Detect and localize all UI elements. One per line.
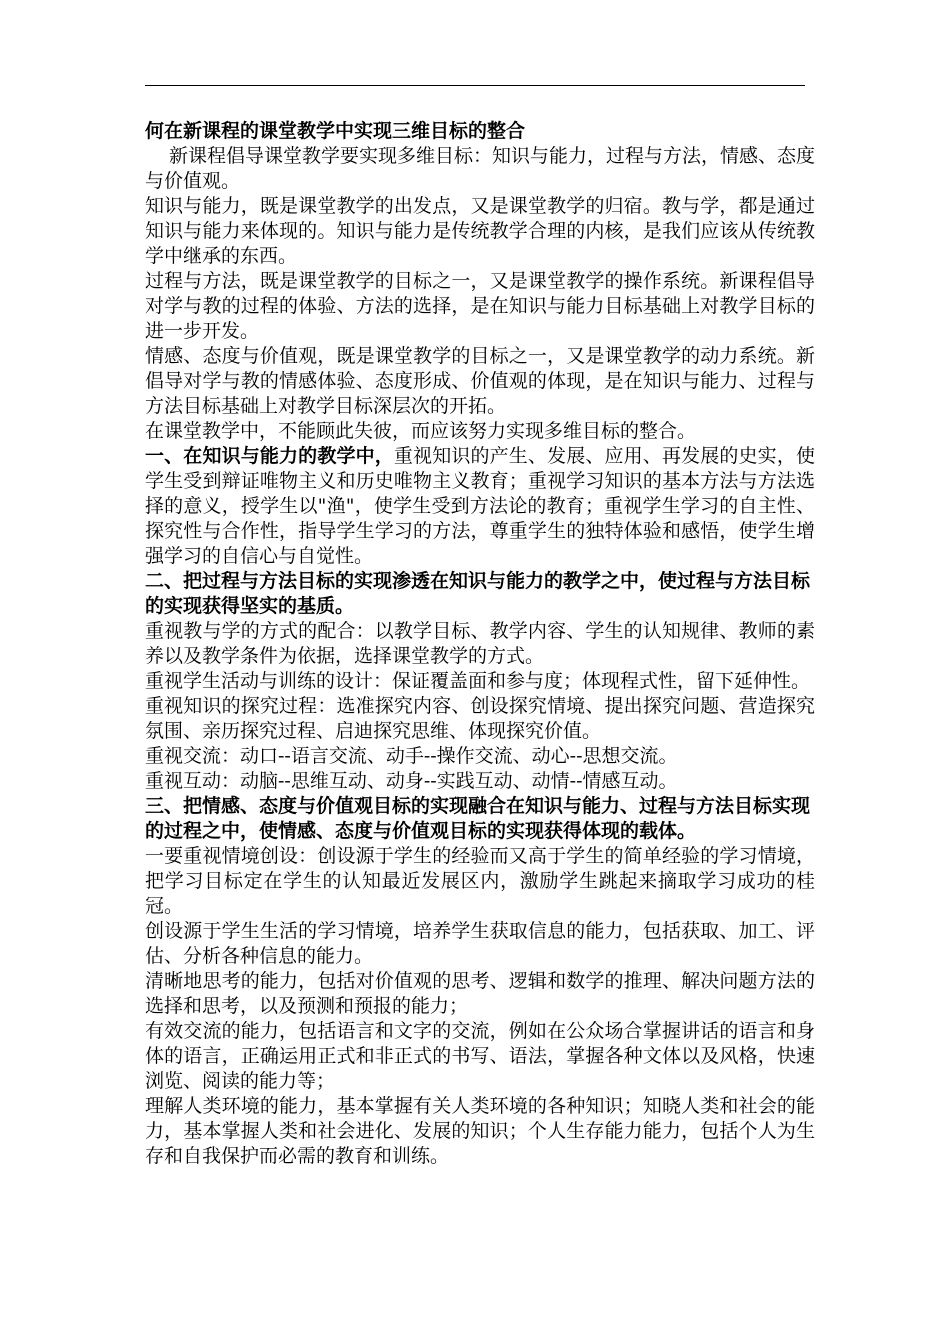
document-body [145, 118, 815, 1169]
paragraph-integration: 在课堂教学中，不能顾此失彼，而应该努力实现多维目标的整合。 [145, 420, 697, 442]
paragraph-process-method: 过程与方法，既是课堂教学的目标之一，又是课堂教学的操作系统。新课程倡导对学与教的过程的体验、方法的选择，是在知识与能力目标基础上对教学目标的进一步开发。 [145, 270, 815, 342]
section-2-paragraph-3: 重视知识的探究过程：选准探究内容、创设探究情境、提出探究问题、营造探究氛围、亲历探究过程、启迪探究思维、体现探究价值。 [145, 695, 815, 742]
paragraph-knowledge-ability: 知识与能力，既是课堂教学的出发点，又是课堂教学的归宿。教与学，都是通过知识与能力来体现的。知识与能力是传统教学合理的内核，是我们应该从传统教学中继承的东西。 [145, 195, 815, 267]
paragraph-emotion-attitude: 情感、态度与价值观，既是课堂教学的目标之一，又是课堂教学的动力系统。新倡导对学与教的情感体验、态度形成、价值观的体现，是在知识与能力、过程与方法目标基础上对教学目标深层次的开拓。 [145, 345, 815, 417]
section-3-paragraph-1: 一要重视情境创设：创设源于学生的经验而又高于学生的简单经验的学习情境，把学习目标定在学生的认知最近发展区内，激励学生跳起来摘取学习成功的桂冠。 [145, 845, 815, 917]
section-3-paragraph-2: 创设源于学生生活的学习情境，培养学生获取信息的能力，包括获取、加工、评估、分析各种信息的能力。 [145, 920, 815, 967]
section-2-paragraph-2: 重视学生活动与训练的设计：保证覆盖面和参与度；体现程式性，留下延伸性。 [145, 670, 811, 692]
section-1-paragraph [145, 444, 815, 569]
section-1-heading: 一、在知识与能力的教学中， [145, 445, 394, 467]
document-title: 何在新课程的课堂教学中实现三维目标的整合 [145, 120, 526, 142]
section-3-paragraph-4: 有效交流的能力，包括语言和文字的交流，例如在公众场合掌握讲话的语言和身体的语言，正确运用正式和非正式的书写、语法，掌握各种文体以及风格，快速浏览、阅读的能力等； [145, 1020, 815, 1092]
header-rule [145, 85, 805, 86]
section-2-paragraph-4: 重视交流：动口--语言交流、动手--操作交流、动心--思想交流。 [145, 745, 678, 767]
section-2-heading: 二、把过程与方法目标的实现渗透在知识与能力的教学之中，使过程与方法目标的实现获得坚实的基质。 [145, 570, 811, 617]
section-3-paragraph-5: 理解人类环境的能力，基本掌握有关人类环境的各种知识；知晓人类和社会的能力，基本掌握人类和社会进化、发展的知识；个人生存能力能力，包括个人为生存和自我保护而必需的教育和训练。 [145, 1095, 815, 1167]
section-2-paragraph-5: 重视互动：动脑--思维互动、动身--实践互动、动情--情感互动。 [145, 770, 678, 792]
section-1-body: 重视知识的产生、发展、应用、再发展的史实，使学生受到辩证唯物主义和历史唯物主义教育；重视学习知识的基本方法与方法选择的意义，授学生以"渔"，使学生受到方法论的教育；重视学生学习的自主性、探究性与合作性，指导学生学习的方法，尊重学生的独特体验和感悟，使学生增强学习的自信心与自觉性。 [145, 445, 815, 567]
section-3-heading: 三、把情感、态度与价值观目标的实现融合在知识与能力、过程与方法目标实现的过程之中，使情感、态度与价值观目标的实现获得体现的载体。 [145, 795, 811, 842]
intro-paragraph: 新课程倡导课堂教学要实现多维目标：知识与能力，过程与方法，情感、态度与价值观。 [145, 145, 816, 192]
section-3-paragraph-3: 清晰地思考的能力，包括对价值观的思考、逻辑和数学的推理、解决问题方法的选择和思考，以及预测和预报的能力； [145, 970, 815, 1017]
section-2-paragraph-1: 重视教与学的方式的配合：以教学目标、教学内容、学生的认知规律、教师的素养以及教学条件为依据，选择课堂教学的方式。 [145, 620, 815, 667]
